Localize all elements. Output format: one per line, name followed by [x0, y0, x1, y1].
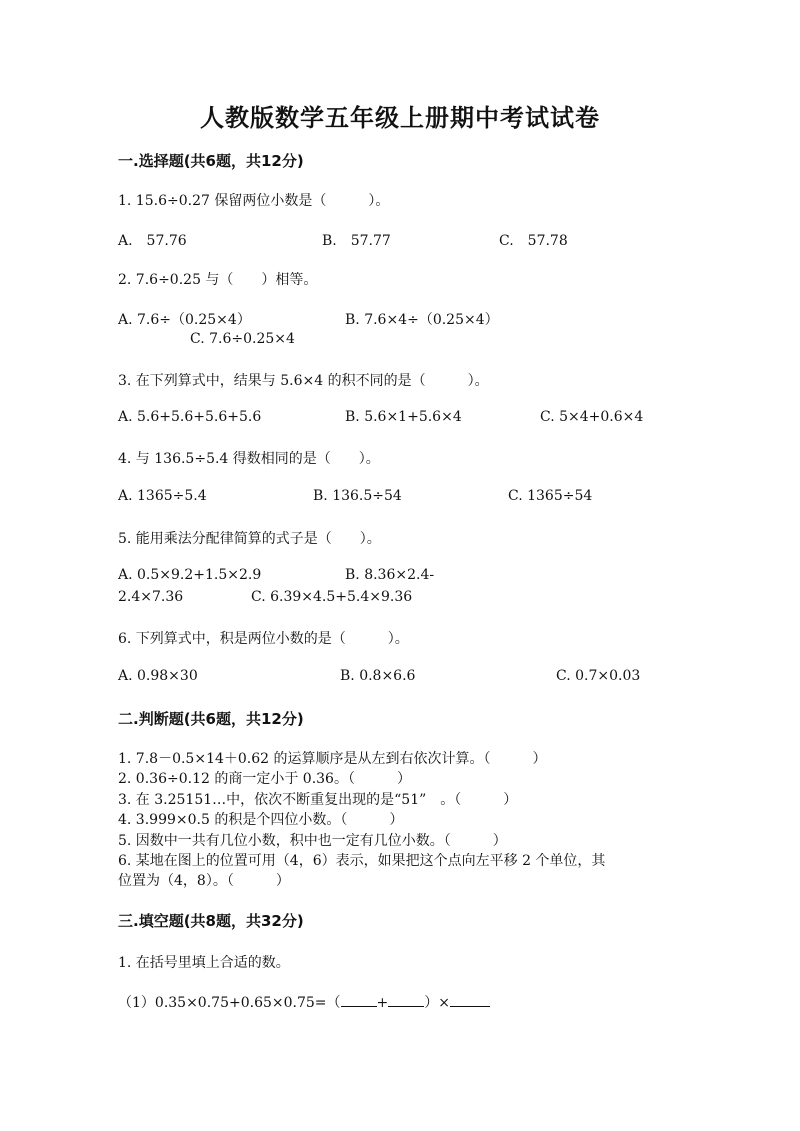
- answer-blank[interactable]: [450, 992, 490, 1007]
- question-stem: 1. 15.6÷0.27 保留两位小数是（ ）。: [118, 193, 390, 209]
- option-b: B. 0.8×6.6: [340, 668, 416, 684]
- section-heading-choice: 一.选择题(共6题，共12分): [118, 152, 304, 170]
- judge-item-continued: 位置为（4，8）。（ ）: [118, 873, 290, 889]
- page-title: 人教版数学五年级上册期中考试试卷: [200, 103, 600, 132]
- option-a: A. 0.5×9.2+1.5×2.9: [118, 567, 262, 583]
- option-c: C. 57.78: [499, 233, 568, 249]
- expression-close: ）×: [424, 995, 450, 1011]
- section-heading-fill: 三.填空题(共8题，共32分): [118, 912, 304, 930]
- option-b: B. 8.36×2.4-: [345, 567, 435, 583]
- judge-item: 3. 在 3.25151…中，依次不断重复出现的是“51” 。（ ）: [118, 792, 518, 808]
- question-stem: 6. 下列算式中，积是两位小数的是（ ）。: [118, 631, 409, 647]
- option-a: A. 5.6+5.6+5.6+5.6: [118, 409, 262, 425]
- judge-item: 6. 某地在图上的位置可用（4，6）表示，如果把这个点向左平移 2 个单位，其: [118, 853, 606, 869]
- judge-item: 2. 0.36÷0.12 的商一定小于 0.36。（ ）: [118, 771, 411, 787]
- plus-sign: +: [376, 995, 389, 1011]
- option-a: A. 7.6÷（0.25×4）: [118, 312, 251, 328]
- question-stem: 1. 在括号里填上合适的数。: [118, 955, 290, 971]
- option-c: C. 6.39×4.5+5.4×9.36: [251, 589, 413, 605]
- option-b: B. 7.6×4÷（0.25×4）: [345, 312, 499, 328]
- option-b-continued: 2.4×7.36: [118, 589, 184, 605]
- option-b: B. 136.5÷54: [313, 488, 402, 504]
- expression-prefix: （1）0.35×0.75+0.65×0.75=（: [118, 995, 341, 1011]
- answer-blank[interactable]: [341, 992, 377, 1007]
- question-stem: 4. 与 136.5÷5.4 得数相同的是（ ）。: [118, 451, 380, 467]
- question-stem: 3. 在下列算式中，结果与 5.6×4 的积不同的是（ ）。: [118, 373, 489, 389]
- judge-item: 1. 7.8－0.5×14＋0.62 的运算顺序是从左到右依次计算。（ ）: [118, 751, 547, 767]
- option-a: A. 57.76: [118, 233, 187, 249]
- fill-expression: [118, 992, 490, 1012]
- option-c: C. 5×4+0.6×4: [540, 409, 644, 425]
- question-stem: 5. 能用乘法分配律简算的式子是（ ）。: [118, 531, 381, 547]
- section-heading-judge: 二.判断题(共6题，共12分): [118, 710, 304, 728]
- question-stem: 2. 7.6÷0.25 与（ ）相等。: [118, 272, 318, 288]
- option-b: B. 5.6×1+5.6×4: [345, 409, 462, 425]
- option-c: C. 1365÷54: [508, 488, 593, 504]
- judge-item: 5. 因数中一共有几位小数，积中也一定有几位小数。（ ）: [118, 833, 507, 849]
- option-b: B. 57.77: [322, 233, 391, 249]
- option-c: C. 0.7×0.03: [556, 668, 641, 684]
- option-a: A. 0.98×30: [118, 668, 198, 684]
- option-a: A. 1365÷5.4: [118, 488, 207, 504]
- option-c: C. 7.6÷0.25×4: [190, 331, 295, 347]
- judge-item: 4. 3.999×0.5 的积是个四位小数。（ ）: [118, 812, 404, 828]
- answer-blank[interactable]: [388, 992, 424, 1007]
